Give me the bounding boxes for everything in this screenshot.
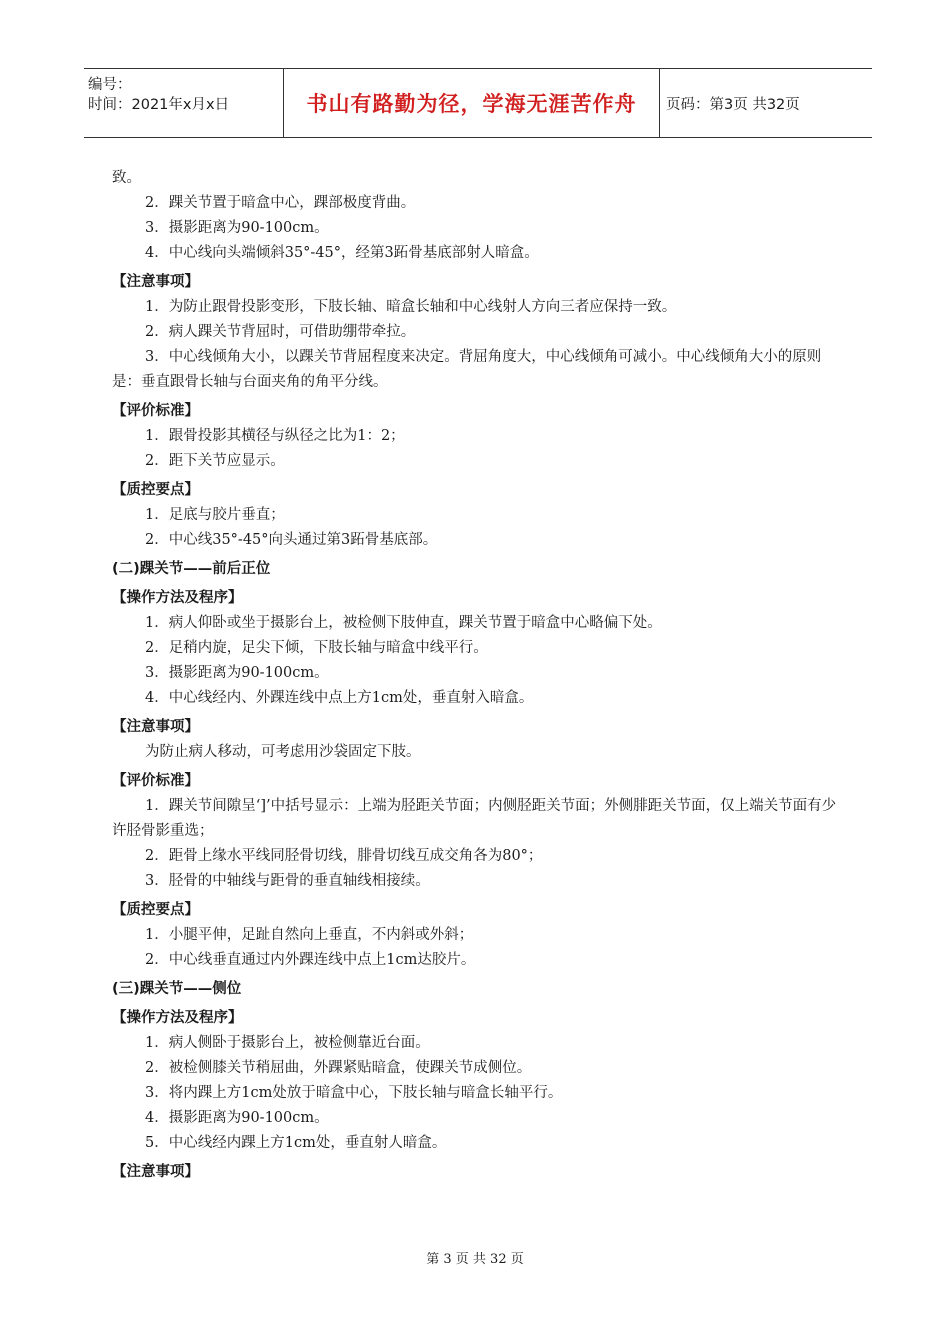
paragraph: 2．被检侧膝关节稍屈曲，外踝紧贴暗盒，使踝关节成侧位。 xyxy=(145,1060,532,1076)
paragraph: 2．距骨上缘水平线同胫骨切线，腓骨切线互成交角各为80°； xyxy=(145,848,543,864)
paragraph: 1．跟骨投影其横径与纵径之比为1：2； xyxy=(145,428,405,444)
section-heading: 【操作方法及程序】 xyxy=(112,590,243,606)
paragraph: 3．胫骨的中轴线与距骨的垂直轴线相接续。 xyxy=(145,873,430,889)
section-heading: 【质控要点】 xyxy=(112,902,199,918)
paragraph: 2．踝关节置于暗盒中心，踝部极度背曲。 xyxy=(145,195,416,211)
paragraph: 3．将内踝上方1cm处放于暗盒中心，下肢长轴与暗盒长轴平行。 xyxy=(145,1085,563,1101)
page-header xyxy=(84,68,872,138)
paragraph: 1．踝关节间隙呈‘]’中括号显示：上端为胫距关节面；内侧胫距关节面；外侧腓距关节面，仅上端关节面有少许胫骨影重选； xyxy=(112,798,837,839)
document-time-label: 时间：2021年x月x日 xyxy=(88,97,230,113)
paragraph: 4．摄影距离为90-100cm。 xyxy=(145,1110,329,1126)
section-heading: (二)踝关节——前后正位 xyxy=(112,561,271,577)
section-heading: (三)踝关节——侧位 xyxy=(112,981,242,997)
paragraph: 2．距下关节应显示。 xyxy=(145,453,285,469)
paragraph: 2．中心线35°-45°向头通过第3跖骨基底部。 xyxy=(145,532,438,548)
section-heading: 【注意事项】 xyxy=(112,274,199,290)
paragraph: 为防止病人移动，可考虑用沙袋固定下肢。 xyxy=(145,744,421,760)
paragraph: 2．中心线垂直通过内外踝连线中点上1cm达胶片。 xyxy=(145,952,476,968)
section-heading: 【评价标准】 xyxy=(112,773,199,789)
header-motto-cell xyxy=(284,69,660,137)
paragraph: 2．足稍内旋，足尖下倾，下肢长轴与暗盒中线平行。 xyxy=(145,640,488,656)
paragraph: 1．病人侧卧于摄影台上，被检侧靠近台面。 xyxy=(145,1035,430,1051)
paragraph: 2．病人踝关节背屈时，可借助绷带牵拉。 xyxy=(145,324,416,340)
section-heading: 【注意事项】 xyxy=(112,1164,199,1180)
paragraph: 4．中心线经内、外踝连线中点上方1cm处，垂直射入暗盒。 xyxy=(145,690,534,706)
paragraph: 致。 xyxy=(112,170,141,186)
paragraph: 1．小腿平伸，足趾自然向上垂直，不内斜或外斜； xyxy=(145,927,474,943)
header-meta xyxy=(84,69,284,137)
page-footer: 第 3 页 共 32 页 xyxy=(426,1252,524,1267)
paragraph: 4．中心线向头端倾斜35°-45°，经第3跖骨基底部射人暗盒。 xyxy=(145,245,539,261)
paragraph: 3．摄影距离为90-100cm。 xyxy=(145,220,329,236)
paragraph: 1．足底与胶片垂直； xyxy=(145,507,285,523)
header-page-label: 页码：第3页 共32页 xyxy=(666,96,800,113)
paragraph: 3．摄影距离为90-100cm。 xyxy=(145,665,329,681)
document-body xyxy=(112,166,842,1185)
section-heading: 【注意事项】 xyxy=(112,719,199,735)
paragraph: 1．为防止跟骨投影变形，下肢长轴、暗盒长轴和中心线射人方向三者应保持一致。 xyxy=(145,299,677,315)
paragraph: 3．中心线倾角大小，以踝关节背屈程度来决定。背屈角度大，中心线倾角可减小。中心线倾角大小的原则是：垂直跟骨长轴与台面夹角的角平分线。 xyxy=(112,349,822,390)
section-heading: 【评价标准】 xyxy=(112,403,199,419)
paragraph: 5．中心线经内踝上方1cm处，垂直射人暗盒。 xyxy=(145,1135,447,1151)
paragraph: 1．病人仰卧或坐于摄影台上，被检侧下肢伸直，踝关节置于暗盒中心略偏下处。 xyxy=(145,615,662,631)
section-heading: 【质控要点】 xyxy=(112,482,199,498)
header-motto: 书山有路勤为径，学海无涯苦作舟 xyxy=(306,92,637,116)
section-heading: 【操作方法及程序】 xyxy=(112,1010,243,1026)
document-number-label: 编号： xyxy=(88,77,132,93)
